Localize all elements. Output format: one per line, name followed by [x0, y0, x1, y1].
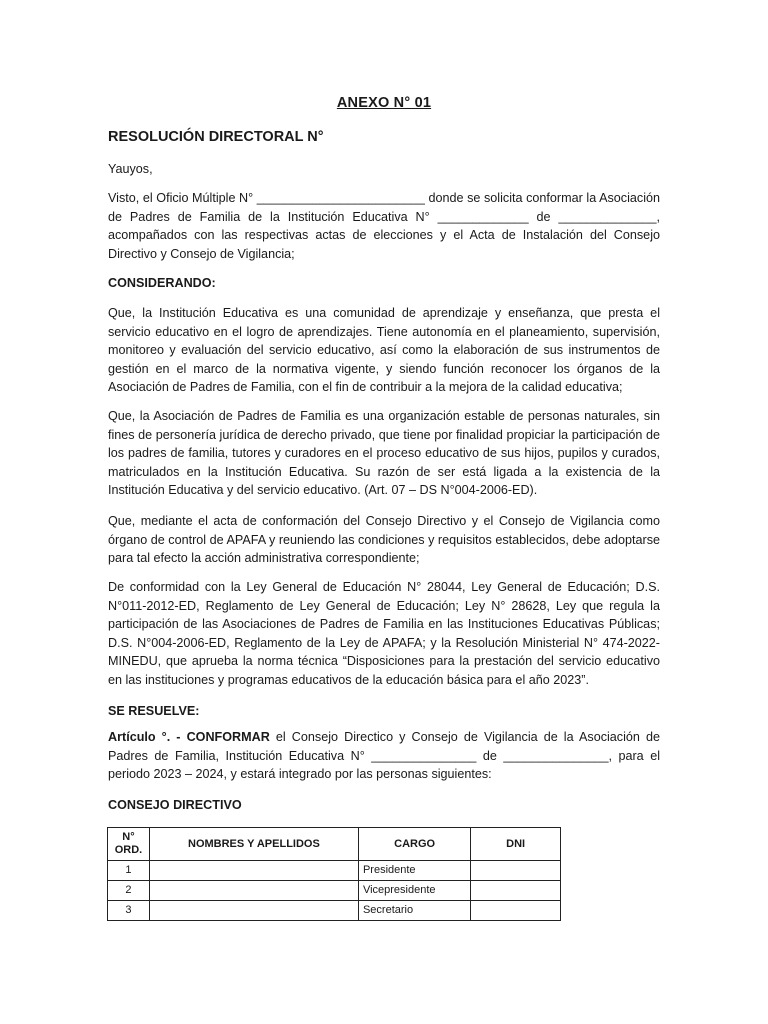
row-dni: [471, 881, 561, 901]
table-row: [108, 881, 561, 901]
considerando-heading: CONSIDERANDO:: [108, 276, 216, 290]
row-num: 1: [108, 861, 150, 881]
row-cargo: Presidente: [358, 861, 470, 881]
resolution-heading: RESOLUCIÓN DIRECTORAL N°: [108, 129, 324, 145]
col-header-cargo: CARGO: [358, 828, 470, 861]
row-name: [149, 861, 358, 881]
col-header-dni: DNI: [471, 828, 561, 861]
considerando-paragraph-2: Que, la Asociación de Padres de Familia es una organización estable de personas naturales, sin fines de personería jurídica de derecho privado, que tiene por finalidad propiciar la participación de los padres de familia, tutores y curadores en el proceso educativo de sus hijos, pupilos y curados, matriculados en la Institución Educativa. Su razón de ser está ligada a la existencia de la Institución Educativa y del servicio educativo. (Art. 07 – DS N°004-2006-ED).: [108, 409, 660, 498]
considerando-paragraph-3: Que, mediante el acta de conformación del Consejo Directivo y el Consejo de Vigilancia como órgano de control de APAFA y reuniendo las condiciones y requisitos establecidos, debe adoptarse para tal efecto la acción administrativa correspondiente;: [108, 514, 660, 566]
row-cargo: Secretario: [358, 901, 470, 921]
article-paragraph: [108, 728, 660, 784]
considerando-paragraph-1: Que, la Institución Educativa es una comunidad de aprendizaje y enseñanza, que presta el servicio educativo en el logro de aprendizajes. Tiene autonomía en el planeamiento, supervisión, monitoreo y evaluación del servicio educativo, así como la elaboración de sus instrumentos de gestión en el marco de la normativa vigente, y siendo función reconocer los órganos de la Asociación de Padres de Familia, con el fin de contribuir a la mejora de la calidad educativa;: [108, 306, 660, 395]
legal-basis-paragraph: De conformidad con la Ley General de Educación N° 28044, Ley General de Educación; D.S. N°011-2012-ED, Reglamento de Ley General de Educación; Ley N° 28628, Ley que regula la participación de las Asociaciones de Padres de Familia en las Instituciones Educativas Públicas; D.S. N°004-2006-ED, Reglamento de la Ley de APAFA; y la Resolución Ministerial N° 474-2022-MINEDU, que aprueba la norma técnica “Disposiciones para la prestación del servicio educativo en las instituciones y programas educativos de la educación básica para el año 2023”.: [108, 580, 660, 687]
table-row: [108, 901, 561, 921]
annex-title: ANEXO N° 01: [336, 95, 432, 111]
row-num: 3: [108, 901, 150, 921]
place-line: Yauyos,: [108, 162, 153, 176]
table-row: [108, 861, 561, 881]
se-resuelve-heading: SE RESUELVE:: [108, 704, 200, 718]
row-dni: [471, 901, 561, 921]
row-name: [149, 881, 358, 901]
row-name: [149, 901, 358, 921]
table-header-row: [108, 828, 561, 861]
visto-paragraph: Visto, el Oficio Múltiple N° ________________________ donde se solicita conformar la Asociación de Padres de Familia de la Institución Educativa N° _____________ de ______________, acompañados con las respectivas actas de elecciones y el Acta de Instalación del Consejo Directivo y Consejo de Vigilancia;: [108, 191, 660, 261]
col-header-num: N° ORD.: [108, 828, 150, 861]
article-text: el Consejo Directico y Consejo de Vigilancia de la Asociación de Padres de Familia, Institución Educativa N° _______________ de _______________, para el periodo 2023 – 2024, y estará integrado por las personas siguientes:: [108, 730, 660, 782]
row-cargo: Vicepresidente: [358, 881, 470, 901]
article-label: Artículo °. - CONFORMAR: [108, 730, 270, 744]
col-header-names: NOMBRES Y APELLIDOS: [149, 828, 358, 861]
row-num: 2: [108, 881, 150, 901]
row-dni: [471, 861, 561, 881]
consejo-directivo-table: [107, 827, 561, 921]
consejo-directivo-heading: CONSEJO DIRECTIVO: [108, 798, 242, 812]
